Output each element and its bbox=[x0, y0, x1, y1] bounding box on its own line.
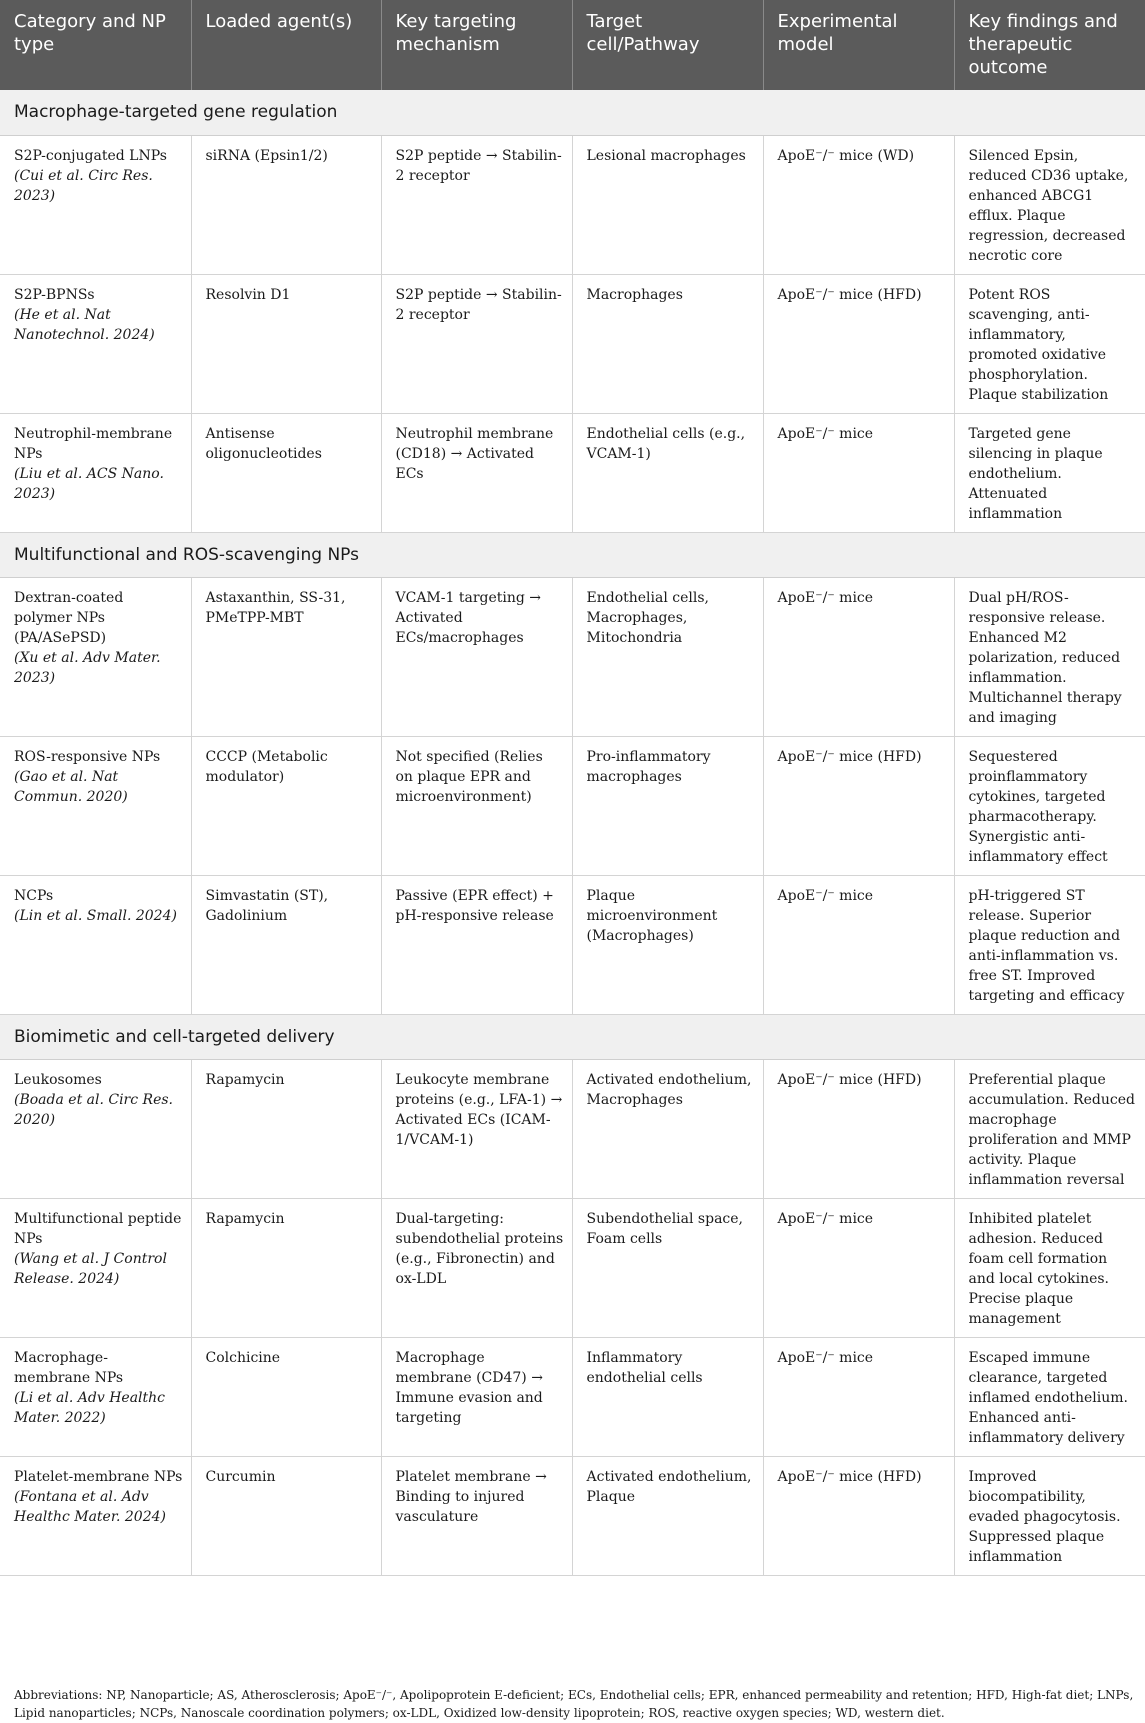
loaded-agents-cell: Astaxanthin, SS-31, PMeTPP-MBT bbox=[191, 577, 381, 736]
table-row bbox=[0, 413, 1145, 532]
np-name: Multifunctional peptide NPs bbox=[14, 1210, 182, 1247]
citation: (Lin et al. Small. 2024) bbox=[14, 907, 177, 924]
section-row bbox=[0, 90, 1145, 135]
np-type-cell bbox=[0, 1059, 191, 1198]
citation: (Cui et al. Circ Res. 2023) bbox=[14, 167, 153, 204]
np-name: Leukosomes bbox=[14, 1071, 102, 1088]
np-type-cell bbox=[0, 577, 191, 736]
section-row bbox=[0, 1014, 1145, 1059]
header-model: Experimental model bbox=[763, 0, 954, 90]
header-mechanism: Key targeting mechanism bbox=[381, 0, 572, 90]
np-name: Macrophage-membrane NPs bbox=[14, 1349, 124, 1386]
np-type-cell bbox=[0, 135, 191, 274]
loaded-agents-cell: Colchicine bbox=[191, 1337, 381, 1456]
table-row bbox=[0, 135, 1145, 274]
loaded-agents-cell: Curcumin bbox=[191, 1456, 381, 1575]
np-name: S2P-conjugated LNPs bbox=[14, 147, 167, 164]
np-name: Neutrophil-membrane NPs bbox=[14, 425, 173, 462]
findings-cell: Dual pH/ROS-responsive release. Enhanced M2 polarization, reduced inflammation. Multichannel therapy and imaging bbox=[954, 577, 1145, 736]
target-cell: Macrophages bbox=[572, 274, 763, 413]
table-row bbox=[0, 1059, 1145, 1198]
experimental-model-cell: ApoE⁻/⁻ mice (HFD) bbox=[763, 1456, 954, 1575]
loaded-agents-cell: CCCP (Metabolic modulator) bbox=[191, 736, 381, 875]
findings-cell: pH-triggered ST release. Superior plaque reduction and anti-inflammation vs. free ST. Improved targeting and efficacy bbox=[954, 875, 1145, 1014]
experimental-model-cell: ApoE⁻/⁻ mice bbox=[763, 1337, 954, 1456]
section-title: Multifunctional and ROS-scavenging NPs bbox=[0, 532, 1145, 577]
abbreviations-footnote: Abbreviations: NP, Nanoparticle; AS, Atherosclerosis; ApoE⁻/⁻, Apolipoprotein E-deficient; ECs, Endothelial cells; EPR, enhanced permeability and retention; HFD, High-fat diet; LNPs, Lipid nanoparticles; NCPs, Nanoscale coordination polymers; ox-LDL, Oxidized low-density lipoprotein; ROS, reactive oxygen species; WD, western diet. bbox=[14, 1688, 1134, 1720]
np-type-cell bbox=[0, 1337, 191, 1456]
loaded-agents-cell: siRNA (Epsin1/2) bbox=[191, 135, 381, 274]
findings-cell: Preferential plaque accumulation. Reduced macrophage proliferation and MMP activity. Plaque inflammation reversal bbox=[954, 1059, 1145, 1198]
citation: (Xu et al. Adv Mater. 2023) bbox=[14, 649, 161, 686]
header-target: Target cell/Pathway bbox=[572, 0, 763, 90]
experimental-model-cell: ApoE⁻/⁻ mice bbox=[763, 577, 954, 736]
experimental-model-cell: ApoE⁻/⁻ mice bbox=[763, 413, 954, 532]
np-type-cell bbox=[0, 875, 191, 1014]
header-category: Category and NP type bbox=[0, 0, 191, 90]
section-title: Macrophage-targeted gene regulation bbox=[0, 90, 1145, 135]
np-name: NCPs bbox=[14, 887, 54, 904]
np-type-cell bbox=[0, 1456, 191, 1575]
experimental-model-cell: ApoE⁻/⁻ mice bbox=[763, 1198, 954, 1337]
target-cell: Lesional macrophages bbox=[572, 135, 763, 274]
targeting-mechanism-cell: Dual-targeting: subendothelial proteins (e.g., Fibronectin) and ox-LDL bbox=[381, 1198, 572, 1337]
table-row bbox=[0, 274, 1145, 413]
loaded-agents-cell: Antisense oligonucleotides bbox=[191, 413, 381, 532]
targeting-mechanism-cell: S2P peptide → Stabilin-2 receptor bbox=[381, 135, 572, 274]
citation: (Wang et al. J Control Release. 2024) bbox=[14, 1250, 167, 1287]
targeting-mechanism-cell: Macrophage membrane (CD47) → Immune evasion and targeting bbox=[381, 1337, 572, 1456]
targeting-mechanism-cell: Not specified (Relies on plaque EPR and microenvironment) bbox=[381, 736, 572, 875]
np-type-cell bbox=[0, 413, 191, 532]
targeting-mechanism-cell: Leukocyte membrane proteins (e.g., LFA-1) → Activated ECs (ICAM-1/VCAM-1) bbox=[381, 1059, 572, 1198]
targeting-mechanism-cell: VCAM-1 targeting → Activated ECs/macrophages bbox=[381, 577, 572, 736]
np-name: S2P-BPNSs bbox=[14, 286, 95, 303]
citation: (Fontana et al. Adv Healthc Mater. 2024) bbox=[14, 1488, 166, 1525]
targeting-mechanism-cell: Platelet membrane → Binding to injured vasculature bbox=[381, 1456, 572, 1575]
section-row bbox=[0, 532, 1145, 577]
findings-cell: Targeted gene silencing in plaque endothelium. Attenuated inflammation bbox=[954, 413, 1145, 532]
table-row bbox=[0, 736, 1145, 875]
citation: (Li et al. Adv Healthc Mater. 2022) bbox=[14, 1389, 166, 1426]
table-row bbox=[0, 1198, 1145, 1337]
citation: (Boada et al. Circ Res. 2020) bbox=[14, 1091, 174, 1128]
target-cell: Endothelial cells, Macrophages, Mitochondria bbox=[572, 577, 763, 736]
experimental-model-cell: ApoE⁻/⁻ mice bbox=[763, 875, 954, 1014]
findings-cell: Sequestered proinflammatory cytokines, targeted pharmacotherapy. Synergistic anti-inflammatory effect bbox=[954, 736, 1145, 875]
findings-cell: Escaped immune clearance, targeted inflamed endothelium. Enhanced anti-inflammatory delivery bbox=[954, 1337, 1145, 1456]
experimental-model-cell: ApoE⁻/⁻ mice (WD) bbox=[763, 135, 954, 274]
table-row bbox=[0, 577, 1145, 736]
np-name: Dextran-coated polymer NPs (PA/ASePSD) bbox=[14, 589, 124, 646]
np-type-cell bbox=[0, 736, 191, 875]
loaded-agents-cell: Rapamycin bbox=[191, 1198, 381, 1337]
header-agents: Loaded agent(s) bbox=[191, 0, 381, 90]
np-type-cell bbox=[0, 1198, 191, 1337]
table-row bbox=[0, 875, 1145, 1014]
target-cell: Endothelial cells (e.g., VCAM-1) bbox=[572, 413, 763, 532]
experimental-model-cell: ApoE⁻/⁻ mice (HFD) bbox=[763, 274, 954, 413]
table-body bbox=[0, 90, 1145, 1575]
citation: (Gao et al. Nat Commun. 2020) bbox=[14, 768, 128, 805]
section-title: Biomimetic and cell-targeted delivery bbox=[0, 1014, 1145, 1059]
table-row bbox=[0, 1456, 1145, 1575]
citation: (Liu et al. ACS Nano. 2023) bbox=[14, 465, 164, 502]
target-cell: Activated endothelium, Macrophages bbox=[572, 1059, 763, 1198]
experimental-model-cell: ApoE⁻/⁻ mice (HFD) bbox=[763, 736, 954, 875]
findings-cell: Improved biocompatibility, evaded phagocytosis. Suppressed plaque inflammation bbox=[954, 1456, 1145, 1575]
citation: (He et al. Nat Nanotechnol. 2024) bbox=[14, 306, 155, 343]
target-cell: Pro-inflammatory macrophages bbox=[572, 736, 763, 875]
target-cell: Subendothelial space, Foam cells bbox=[572, 1198, 763, 1337]
targeting-mechanism-cell: Neutrophil membrane (CD18) → Activated ECs bbox=[381, 413, 572, 532]
loaded-agents-cell: Simvastatin (ST), Gadolinium bbox=[191, 875, 381, 1014]
findings-cell: Inhibited platelet adhesion. Reduced foam cell formation and local cytokines. Precise plaque management bbox=[954, 1198, 1145, 1337]
experimental-model-cell: ApoE⁻/⁻ mice (HFD) bbox=[763, 1059, 954, 1198]
target-cell: Activated endothelium, Plaque bbox=[572, 1456, 763, 1575]
np-name: Platelet-membrane NPs bbox=[14, 1468, 183, 1485]
loaded-agents-cell: Rapamycin bbox=[191, 1059, 381, 1198]
loaded-agents-cell: Resolvin D1 bbox=[191, 274, 381, 413]
header-row bbox=[0, 0, 1145, 90]
header-findings: Key findings and therapeutic outcome bbox=[954, 0, 1145, 90]
np-name: ROS-responsive NPs bbox=[14, 748, 161, 765]
targeting-mechanism-cell: S2P peptide → Stabilin-2 receptor bbox=[381, 274, 572, 413]
table-row bbox=[0, 1337, 1145, 1456]
target-cell: Inflammatory endothelial cells bbox=[572, 1337, 763, 1456]
targeting-mechanism-cell: Passive (EPR effect) + pH-responsive release bbox=[381, 875, 572, 1014]
findings-cell: Potent ROS scavenging, anti-inflammatory, promoted oxidative phosphorylation. Plaque stabilization bbox=[954, 274, 1145, 413]
target-cell: Plaque microenvironment (Macrophages) bbox=[572, 875, 763, 1014]
findings-cell: Silenced Epsin, reduced CD36 uptake, enhanced ABCG1 efflux. Plaque regression, decreased necrotic core bbox=[954, 135, 1145, 274]
np-type-cell bbox=[0, 274, 191, 413]
